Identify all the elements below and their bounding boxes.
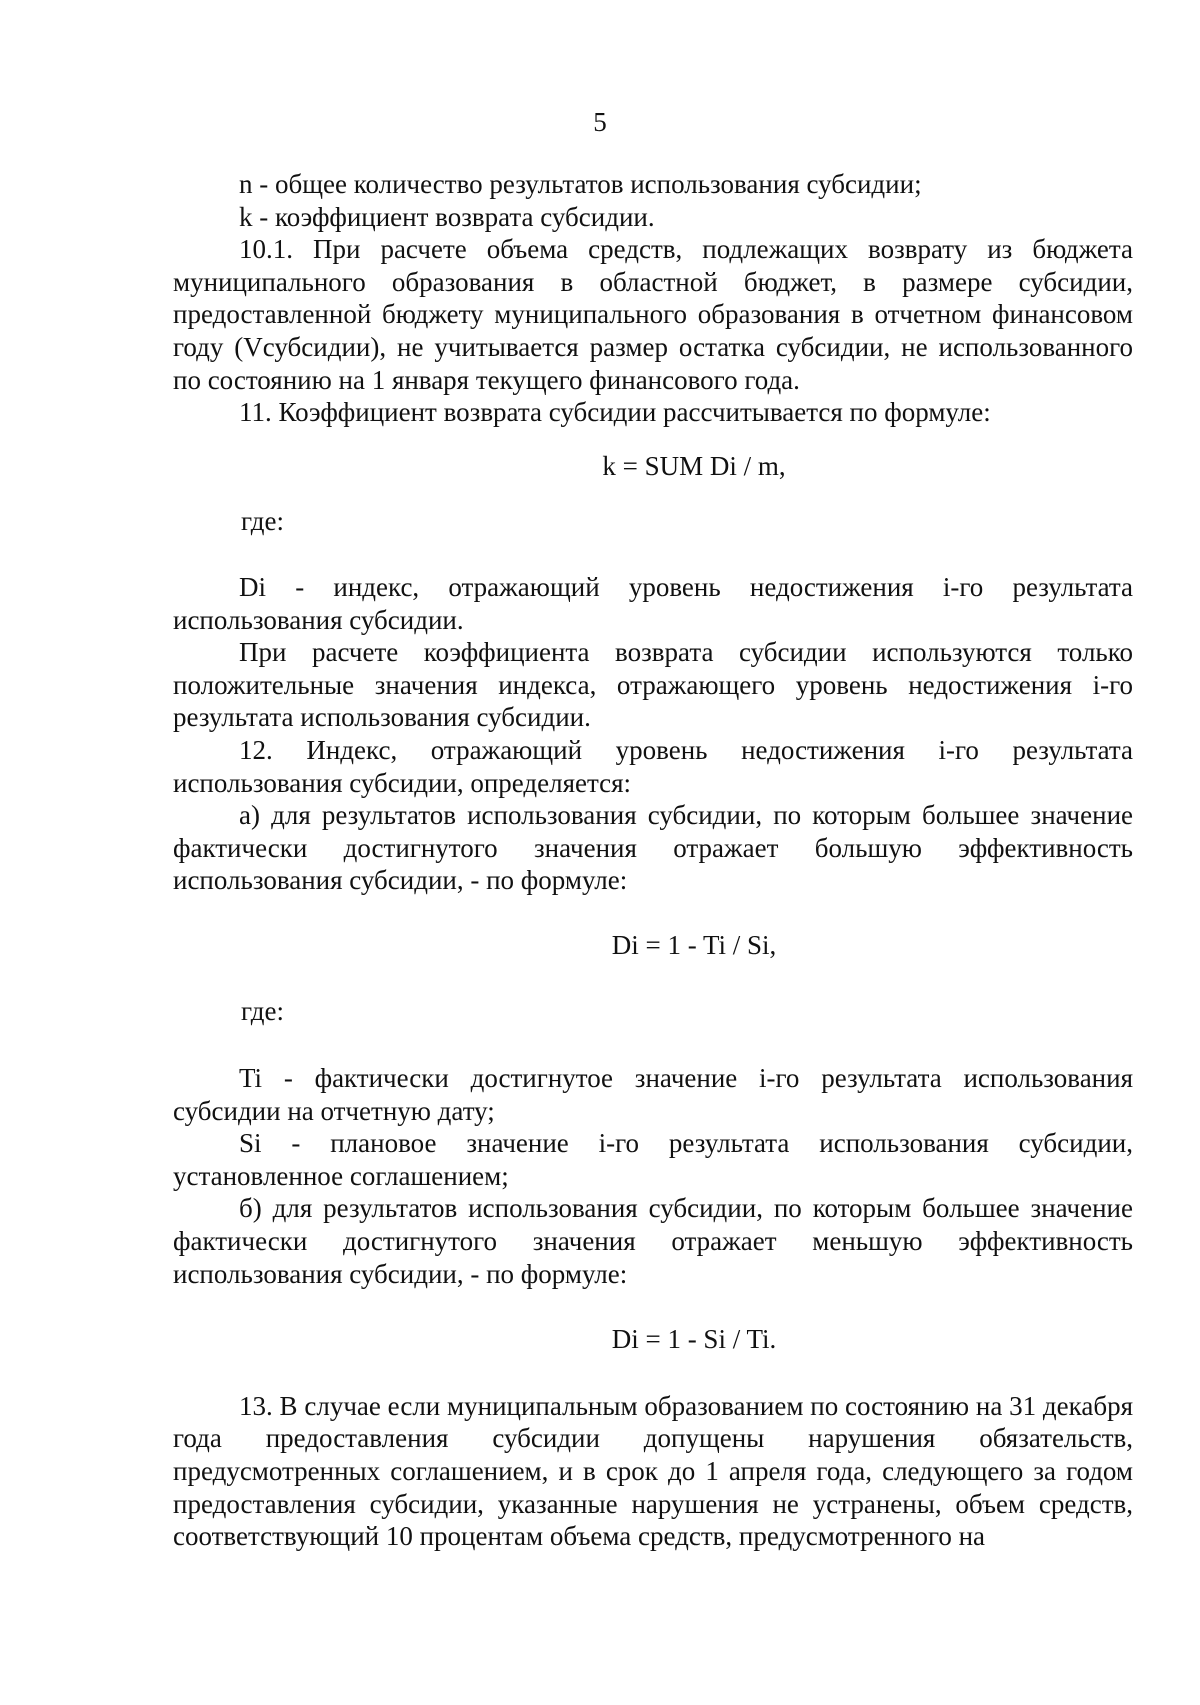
paragraph-n-definition: n - общее количество результатов использования субсидии; xyxy=(239,169,922,199)
paragraph-k-definition: k - коэффициент возврата субсидии. xyxy=(239,201,655,232)
page-number: 5 xyxy=(593,107,607,137)
where-label: где: xyxy=(241,506,284,537)
spacer xyxy=(173,1290,1133,1323)
spacer xyxy=(173,538,1133,571)
spacer xyxy=(173,1356,1133,1390)
spacer xyxy=(173,897,1133,929)
paragraph-10-1: 10.1. При расчете объема средств, подлежащих возврату из бюджета муниципального образования в областной бюджет, в размере субсидии, предоставленной бюджету муниципального образования в отчетном финансовом году (Vсубсидии), не учитывается размер остатка субсидии, не использованного по состоянию на 1 января текущего финансового года. xyxy=(173,234,1133,395)
paragraph-di-definition: Di - индекс, отражающий уровень недостижения i-го результата использования субсидии. xyxy=(173,571,1133,635)
paragraph-positive-values: При расчете коэффициента возврата субсидии используются только положительные значения индекса, отражающего уровень недостижения i-го результата использования субсидии. xyxy=(173,637,1133,733)
spacer xyxy=(173,1028,1133,1062)
paragraph-si-definition: Si - плановое значение i-го результата использования субсидии, установленное соглашением; xyxy=(173,1128,1133,1191)
formula-k: k = SUM Di / m, xyxy=(602,450,786,481)
paragraph-13: 13. В случае если муниципальным образованием по состоянию на 31 декабря года предоставления субсидии допущены нарушения обязательств, предусмотренных соглашением, и в срок до 1 апреля года, следующего за годом предоставления субсидии, указанные нарушения не устранены, объем средств, соответствующий 10 процентам объема средств, предусмотренного на xyxy=(173,1390,1133,1552)
formula-di-a: Di = 1 - Ti / Si, xyxy=(611,929,777,960)
paragraph-12-a: а) для результатов использования субсидии, по которым большее значение фактически достигнутого значения отражает большую эффективность использования субсидии, - по формуле: xyxy=(173,800,1133,896)
spacer xyxy=(173,961,1133,995)
spacer xyxy=(173,482,1133,505)
spacer xyxy=(173,429,1133,450)
paragraph-11: 11. Коэффициент возврата субсидии рассчитывается по формуле: xyxy=(239,397,991,428)
paragraph-ti-definition: Ti - фактически достигнутое значение i-го результата использования субсидии на отчетную дату; xyxy=(173,1063,1133,1126)
document-body xyxy=(173,168,1133,1553)
formula-di-b: Di = 1 - Si / Ti. xyxy=(611,1324,777,1355)
paragraph-12-b: б) для результатов использования субсидии, по которым большее значение фактически достигнутого значения отражает меньшую эффективность использования субсидии, - по формуле: xyxy=(173,1193,1133,1289)
where-label: где: xyxy=(241,996,284,1027)
paragraph-12: 12. Индекс, отражающий уровень недостижения i-го результата использования субсидии, определяется: xyxy=(173,734,1133,798)
